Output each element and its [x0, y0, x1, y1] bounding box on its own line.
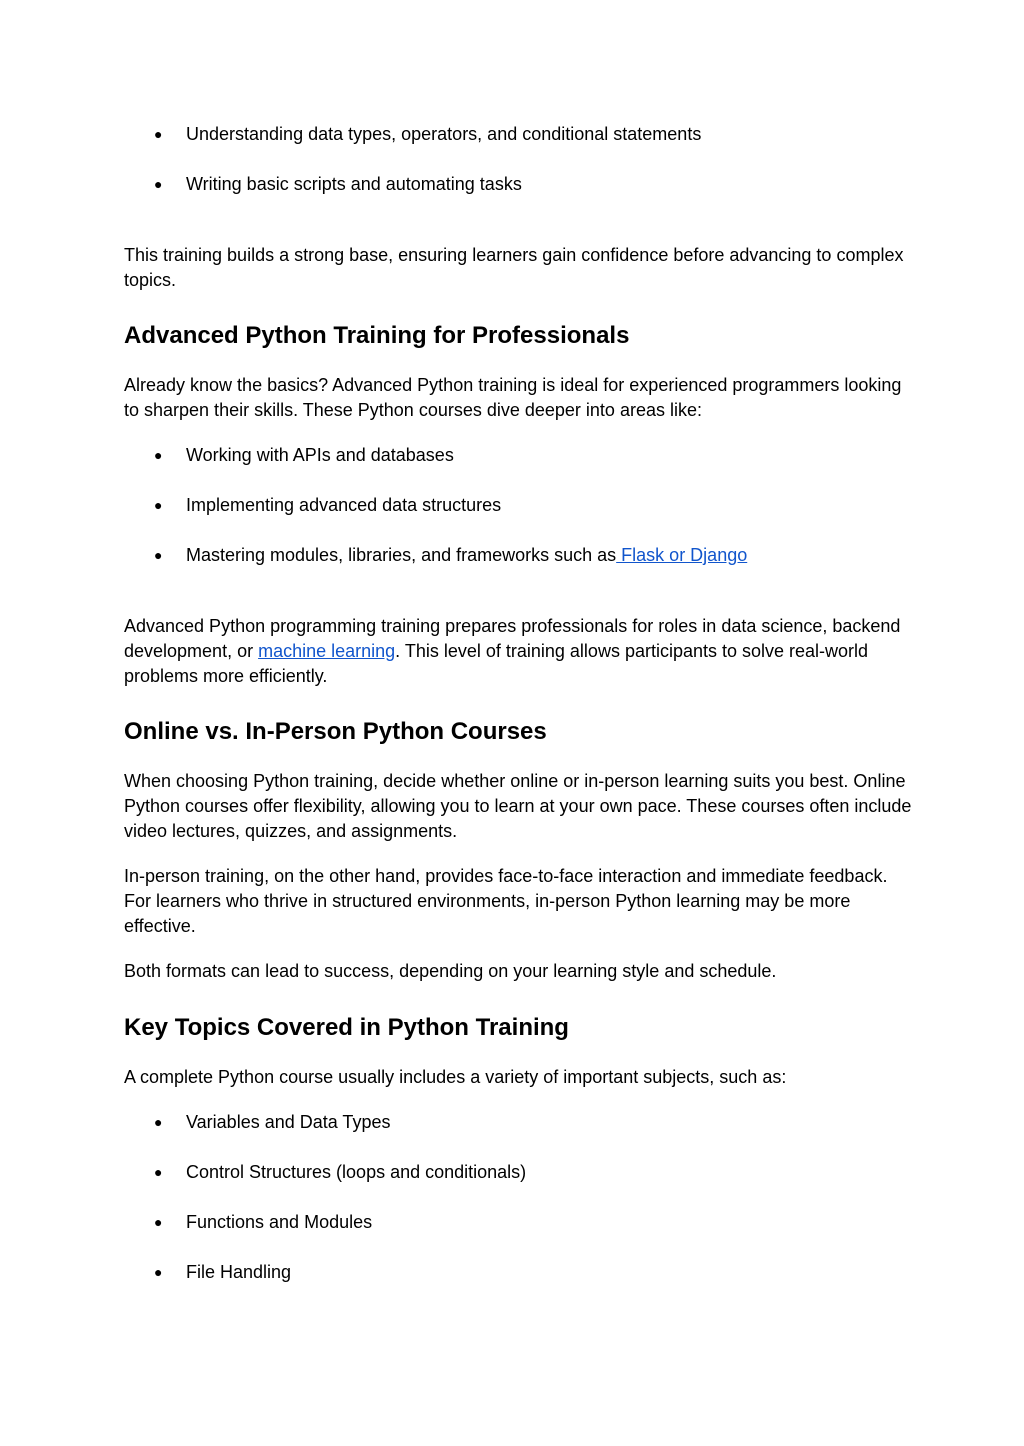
- list-item-text: Mastering modules, libraries, and frameworks such as: [186, 545, 617, 565]
- paragraph-strong-base: This training builds a strong base, ensuring learners gain confidence before advancing to complex topics.: [124, 245, 904, 290]
- outro-text-before: Advanced Python programming training prepares professionals for roles in data science, backend development, or: [124, 616, 901, 661]
- bullet-icon: ●: [154, 126, 163, 142]
- list-item: [124, 1210, 914, 1235]
- paragraph-topics-intro: A complete Python course usually includes a variety of important subjects, such as:: [124, 1067, 787, 1087]
- paragraph-both-formats: Both formats can lead to success, depending on your learning style and schedule.: [124, 961, 777, 981]
- list-item-text: Control Structures (loops and conditionals): [186, 1162, 527, 1182]
- heading-advanced-python: Advanced Python Training for Professionals: [124, 322, 630, 349]
- paragraph-online-choice: When choosing Python training, decide whether online or in-person learning suits you best. Online Python courses offer flexibility, allowing you to learn at your own pace. These courses often include video lectures, quizzes, and assignments.: [124, 771, 912, 841]
- list-item: [124, 122, 914, 147]
- bullet-icon: ●: [154, 1264, 163, 1280]
- bullet-list-topics: [124, 1110, 914, 1310]
- list-item: [124, 172, 914, 197]
- paragraph-advanced-intro: Already know the basics? Advanced Python training is ideal for experienced programmers looking to sharpen their skills. These Python courses dive deeper into areas like:: [124, 375, 902, 420]
- outro-text-after: . This level of training allows participants to solve real-world problems more efficiently.: [124, 641, 869, 686]
- bullet-icon: ●: [154, 176, 163, 192]
- list-item: [124, 1110, 914, 1135]
- bullet-list-advanced: [124, 443, 914, 593]
- bullet-icon: ●: [154, 1164, 163, 1180]
- machine-learning-link[interactable]: machine learning: [258, 641, 396, 661]
- list-item: [124, 493, 914, 518]
- bullet-icon: ●: [154, 447, 163, 463]
- list-item: [124, 443, 914, 468]
- list-item-text: Writing basic scripts and automating tasks: [186, 174, 522, 194]
- bullet-list-basics: [124, 122, 914, 222]
- list-item-text: Implementing advanced data structures: [186, 495, 502, 515]
- list-item-text: Variables and Data Types: [186, 1112, 391, 1132]
- list-item: [124, 1260, 914, 1285]
- list-item-text: Functions and Modules: [186, 1212, 373, 1232]
- list-item-text: Working with APIs and databases: [186, 445, 454, 465]
- heading-online-vs-in-person: Online vs. In-Person Python Courses: [124, 718, 547, 745]
- heading-key-topics: Key Topics Covered in Python Training: [124, 1014, 569, 1041]
- list-item: [124, 1160, 914, 1185]
- bullet-icon: ●: [154, 1114, 163, 1130]
- flask-django-link[interactable]: Flask or Django: [616, 545, 748, 565]
- list-item: [124, 543, 914, 568]
- list-item-text: File Handling: [186, 1262, 292, 1282]
- bullet-icon: ●: [154, 497, 163, 513]
- paragraph-advanced-outro: [124, 614, 914, 689]
- paragraph-in-person: In-person training, on the other hand, provides face-to-face interaction and immediate feedback. For learners who thrive in structured environments, in-person Python learning may be more effective.: [124, 866, 888, 936]
- list-item-text: Understanding data types, operators, and conditional statements: [186, 124, 702, 144]
- bullet-icon: ●: [154, 1214, 163, 1230]
- bullet-icon: ●: [154, 547, 163, 563]
